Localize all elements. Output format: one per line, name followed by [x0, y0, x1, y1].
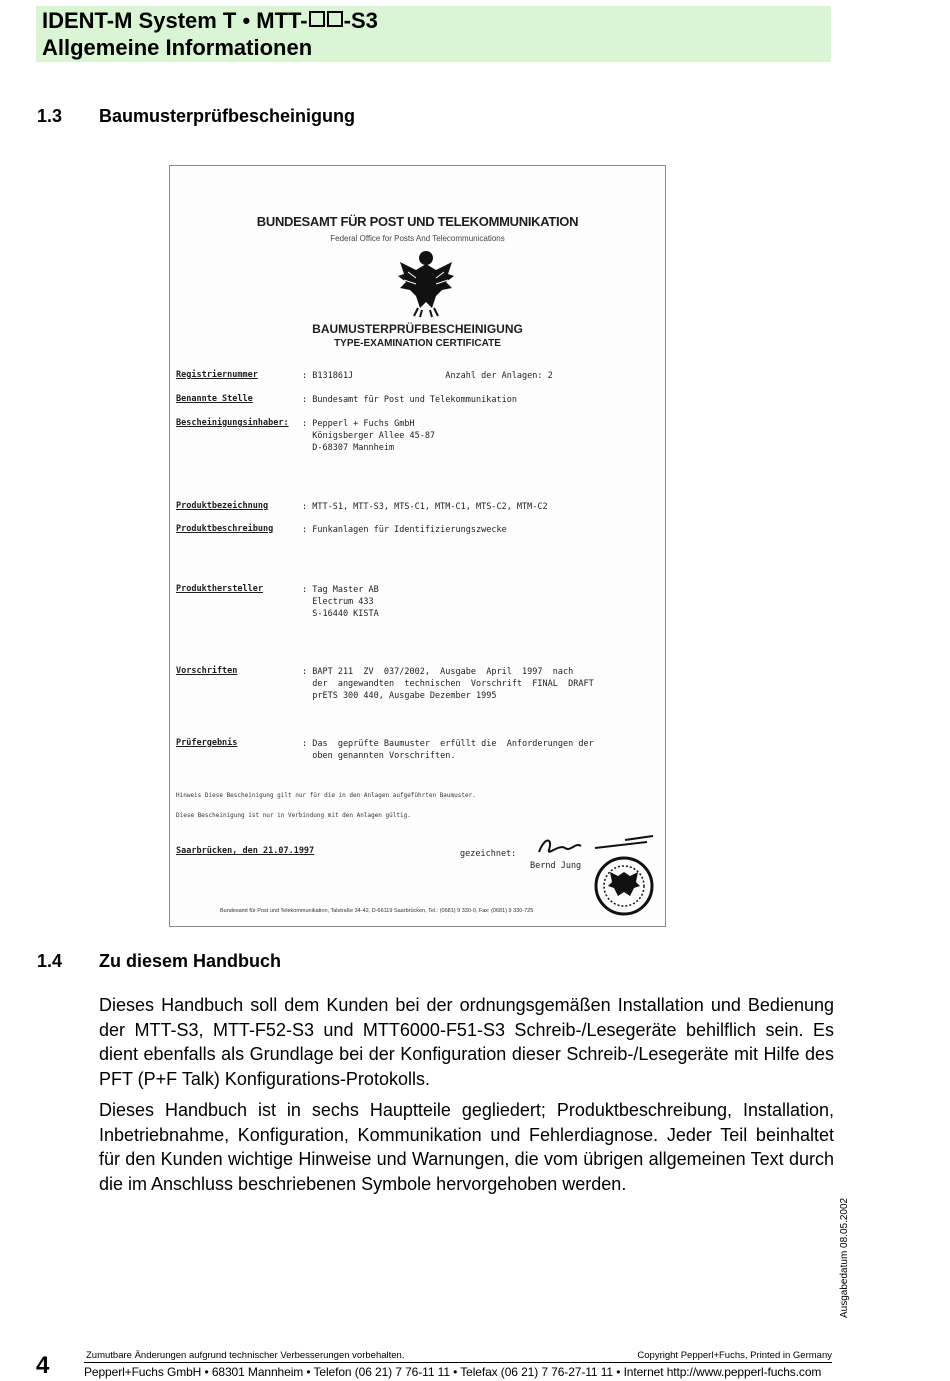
cert-field-value: : Funkanlagen für Identifizierungszwecke: [302, 525, 507, 535]
header-title: [42, 8, 378, 34]
cert-footer: Bundesamt für Post und Telekommunikation, Talstraße 34-42, D-66119 Saarbrücken, Tel.: (0681) 9 330-0, Fax: (0681) 9 330-725: [220, 908, 534, 914]
cert-field-value: : Pepperl + Fuchs GmbH Königsberger Allee 45-87 D-68307 Mannheim: [302, 419, 436, 453]
footer-copyright: Copyright Pepperl+Fuchs, Printed in Germany: [637, 1350, 832, 1361]
cert-field-label: Registriernummer: [176, 370, 258, 380]
cert-title: BAUMUSTERPRÜFBESCHEINIGUNG: [312, 322, 523, 336]
placeholder-box-icon: [309, 11, 325, 27]
section-number: 1.4: [37, 951, 63, 971]
official-seal-icon: [594, 856, 654, 916]
cert-field-value: : B131861J Anzahl der Anlagen: 2: [302, 371, 553, 381]
page-number: 4: [36, 1352, 50, 1379]
cert-field-value: : Bundesamt für Post und Telekommunikation: [302, 395, 517, 405]
body-paragraph: Dieses Handbuch soll dem Kunden bei der ordnungsgemäßen Installation und Bedienung der MTT-S3, MTT-F52-S3 und MTT6000-F51-S3 Schreib-/Lesegeräte behilflich sein. Es dient ebenfalls als Grundlage bei der Konfiguration dieser Schreib-/Lesegeräte mit Hilfe des PFT (P+F Talk) Konfigurations-Protokolls.: [99, 995, 834, 1089]
header-subtitle: Allgemeine Informationen: [42, 35, 313, 60]
footer-divider: [84, 1362, 832, 1363]
cert-field-label: Bescheinigungsinhaber:: [176, 418, 289, 428]
cert-field-label: Produkthersteller: [176, 584, 263, 594]
header-title-suffix: -S3: [343, 8, 378, 33]
cert-field-label: Benannte Stelle: [176, 394, 253, 404]
cert-field-label: Vorschriften: [176, 666, 238, 676]
cert-signatory: Bernd Jung: [530, 861, 582, 871]
cert-authority: BUNDESAMT FÜR POST UND TELEKOMMUNIKATION: [256, 214, 579, 229]
placeholder-box-icon: [327, 11, 343, 27]
cert-field-value: : Tag Master AB Electrum 433 S-16440 KISTA: [302, 585, 379, 619]
section-number: 1.3: [37, 106, 63, 126]
cert-remark: Hinweis Diese Bescheinigung gilt nur für die in den Anlagen aufgeführten Baumuster.: [176, 792, 476, 799]
section-title: Zu diesem Handbuch: [99, 951, 282, 971]
cert-field-label: Produktbeschreibung: [176, 524, 274, 534]
cert-field-value: : BAPT 211 ZV 037/2002, Ausgabe April 1997 nach der angewandten technischen Vorschrift FINAL DRAFT prETS 300 440, Ausgabe Dezember 1995: [302, 667, 594, 701]
federal-eagle-icon: [394, 248, 458, 318]
cert-field-value: : Das geprüfte Baumuster erfüllt die Anforderungen der oben genannten Vorschriften.: [302, 739, 594, 761]
section-title: Baumusterprüfbescheinigung: [99, 106, 356, 126]
cert-signed-label: gezeichnet:: [460, 849, 517, 859]
issue-date: Ausgabedatum 08.05.2002: [839, 1197, 850, 1318]
footer-note: Zumutbare Änderungen aufgrund technischer Verbesserungen vorbehalten.: [86, 1350, 405, 1361]
cert-authority-en: Federal Office for Posts And Telecommunications: [330, 234, 505, 243]
cert-field-label: Produktbezeichnung: [176, 501, 269, 511]
cert-remark: Diese Bescheinigung ist nur in Verbindung mit den Anlagen gültig.: [176, 812, 411, 819]
cert-place-date: Saarbrücken, den 21.07.1997: [176, 846, 315, 856]
cert-field-value: : MTT-S1, MTT-S3, MTS-C1, MTM-C1, MTS-C2, MTM-C2: [302, 502, 548, 512]
signature-mark: [535, 834, 655, 858]
header-title-prefix: IDENT-M System T • MTT-: [42, 8, 308, 33]
certificate-image: [169, 165, 666, 927]
body-paragraph: Dieses Handbuch ist in sechs Hauptteile gegliedert; Produktbeschreibung, Installation, Inbetriebnahme, Konfiguration, Kommunikation und Fehlerdiagnose. Jeder Teil beinhaltet für den Kunden wichtige Hinweise und Warnungen, die vom übrigen allgemeinen Text durch die im Anschluss beschriebenen Symbole hervorgehoben werden.: [99, 1100, 834, 1194]
footer-contact: Pepperl+Fuchs GmbH • 68301 Mannheim • Telefon (06 21) 7 76-11 11 • Telefax (06 21) 7 76-27-11 11 • Internet http://www.pepperl-fuchs.com: [84, 1365, 822, 1379]
cert-title-en: TYPE-EXAMINATION CERTIFICATE: [334, 338, 501, 349]
cert-field-label: Prüfergebnis: [176, 738, 238, 748]
